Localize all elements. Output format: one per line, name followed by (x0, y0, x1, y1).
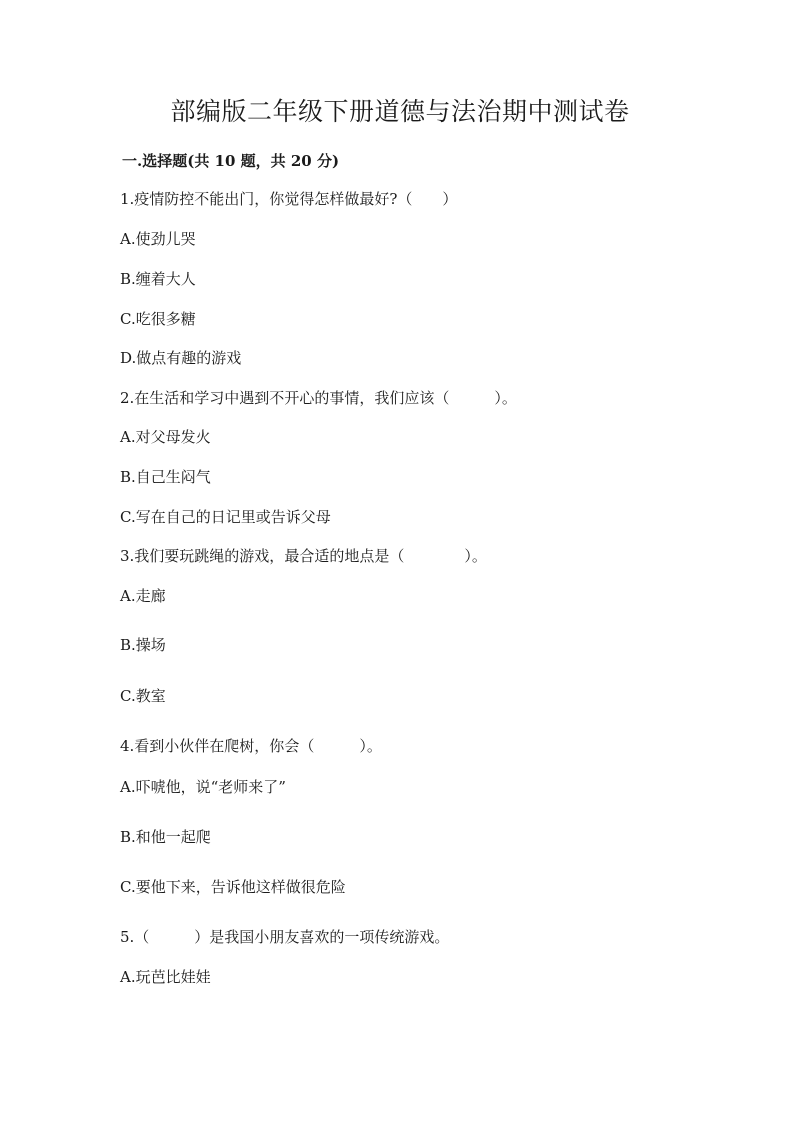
question-stem: 5.（ ）是我国小朋友喜欢的一项传统游戏。 (120, 928, 450, 946)
option-item: A.使劲儿哭 (120, 230, 196, 248)
option-item: B.操场 (120, 636, 166, 654)
option-item: B.缠着大人 (120, 270, 196, 288)
question-stem: 3.我们要玩跳绳的游戏，最合适的地点是（ ）。 (120, 547, 487, 565)
option-item: C.要他下来，告诉他这样做很危险 (120, 878, 346, 896)
option-item: C.吃很多糖 (120, 310, 196, 328)
option-item: A.走廊 (120, 587, 166, 605)
option-item: A.玩芭比娃娃 (120, 968, 211, 986)
question-stem: 4.看到小伙伴在爬树，你会（ ）。 (120, 737, 382, 755)
question-stem: 2.在生活和学习中遇到不开心的事情，我们应该（ ）。 (120, 389, 517, 407)
option-item: B.和他一起爬 (120, 828, 211, 846)
option-item: A.对父母发火 (120, 428, 211, 446)
section-heading: 一.选择题(共 10 题，共 20 分) (122, 152, 340, 170)
option-item: B.自己生闷气 (120, 468, 211, 486)
question-stem: 1.疫情防控不能出门，你觉得怎样做最好?（ ） (120, 190, 458, 208)
page-title: 部编版二年级下册道德与法治期中测试卷 (170, 97, 630, 126)
option-item: A.吓唬他，说“老师来了” (120, 778, 286, 796)
option-item: C.写在自己的日记里或告诉父母 (120, 508, 331, 526)
option-item: D.做点有趣的游戏 (120, 349, 242, 367)
option-item: C.教室 (120, 687, 166, 705)
